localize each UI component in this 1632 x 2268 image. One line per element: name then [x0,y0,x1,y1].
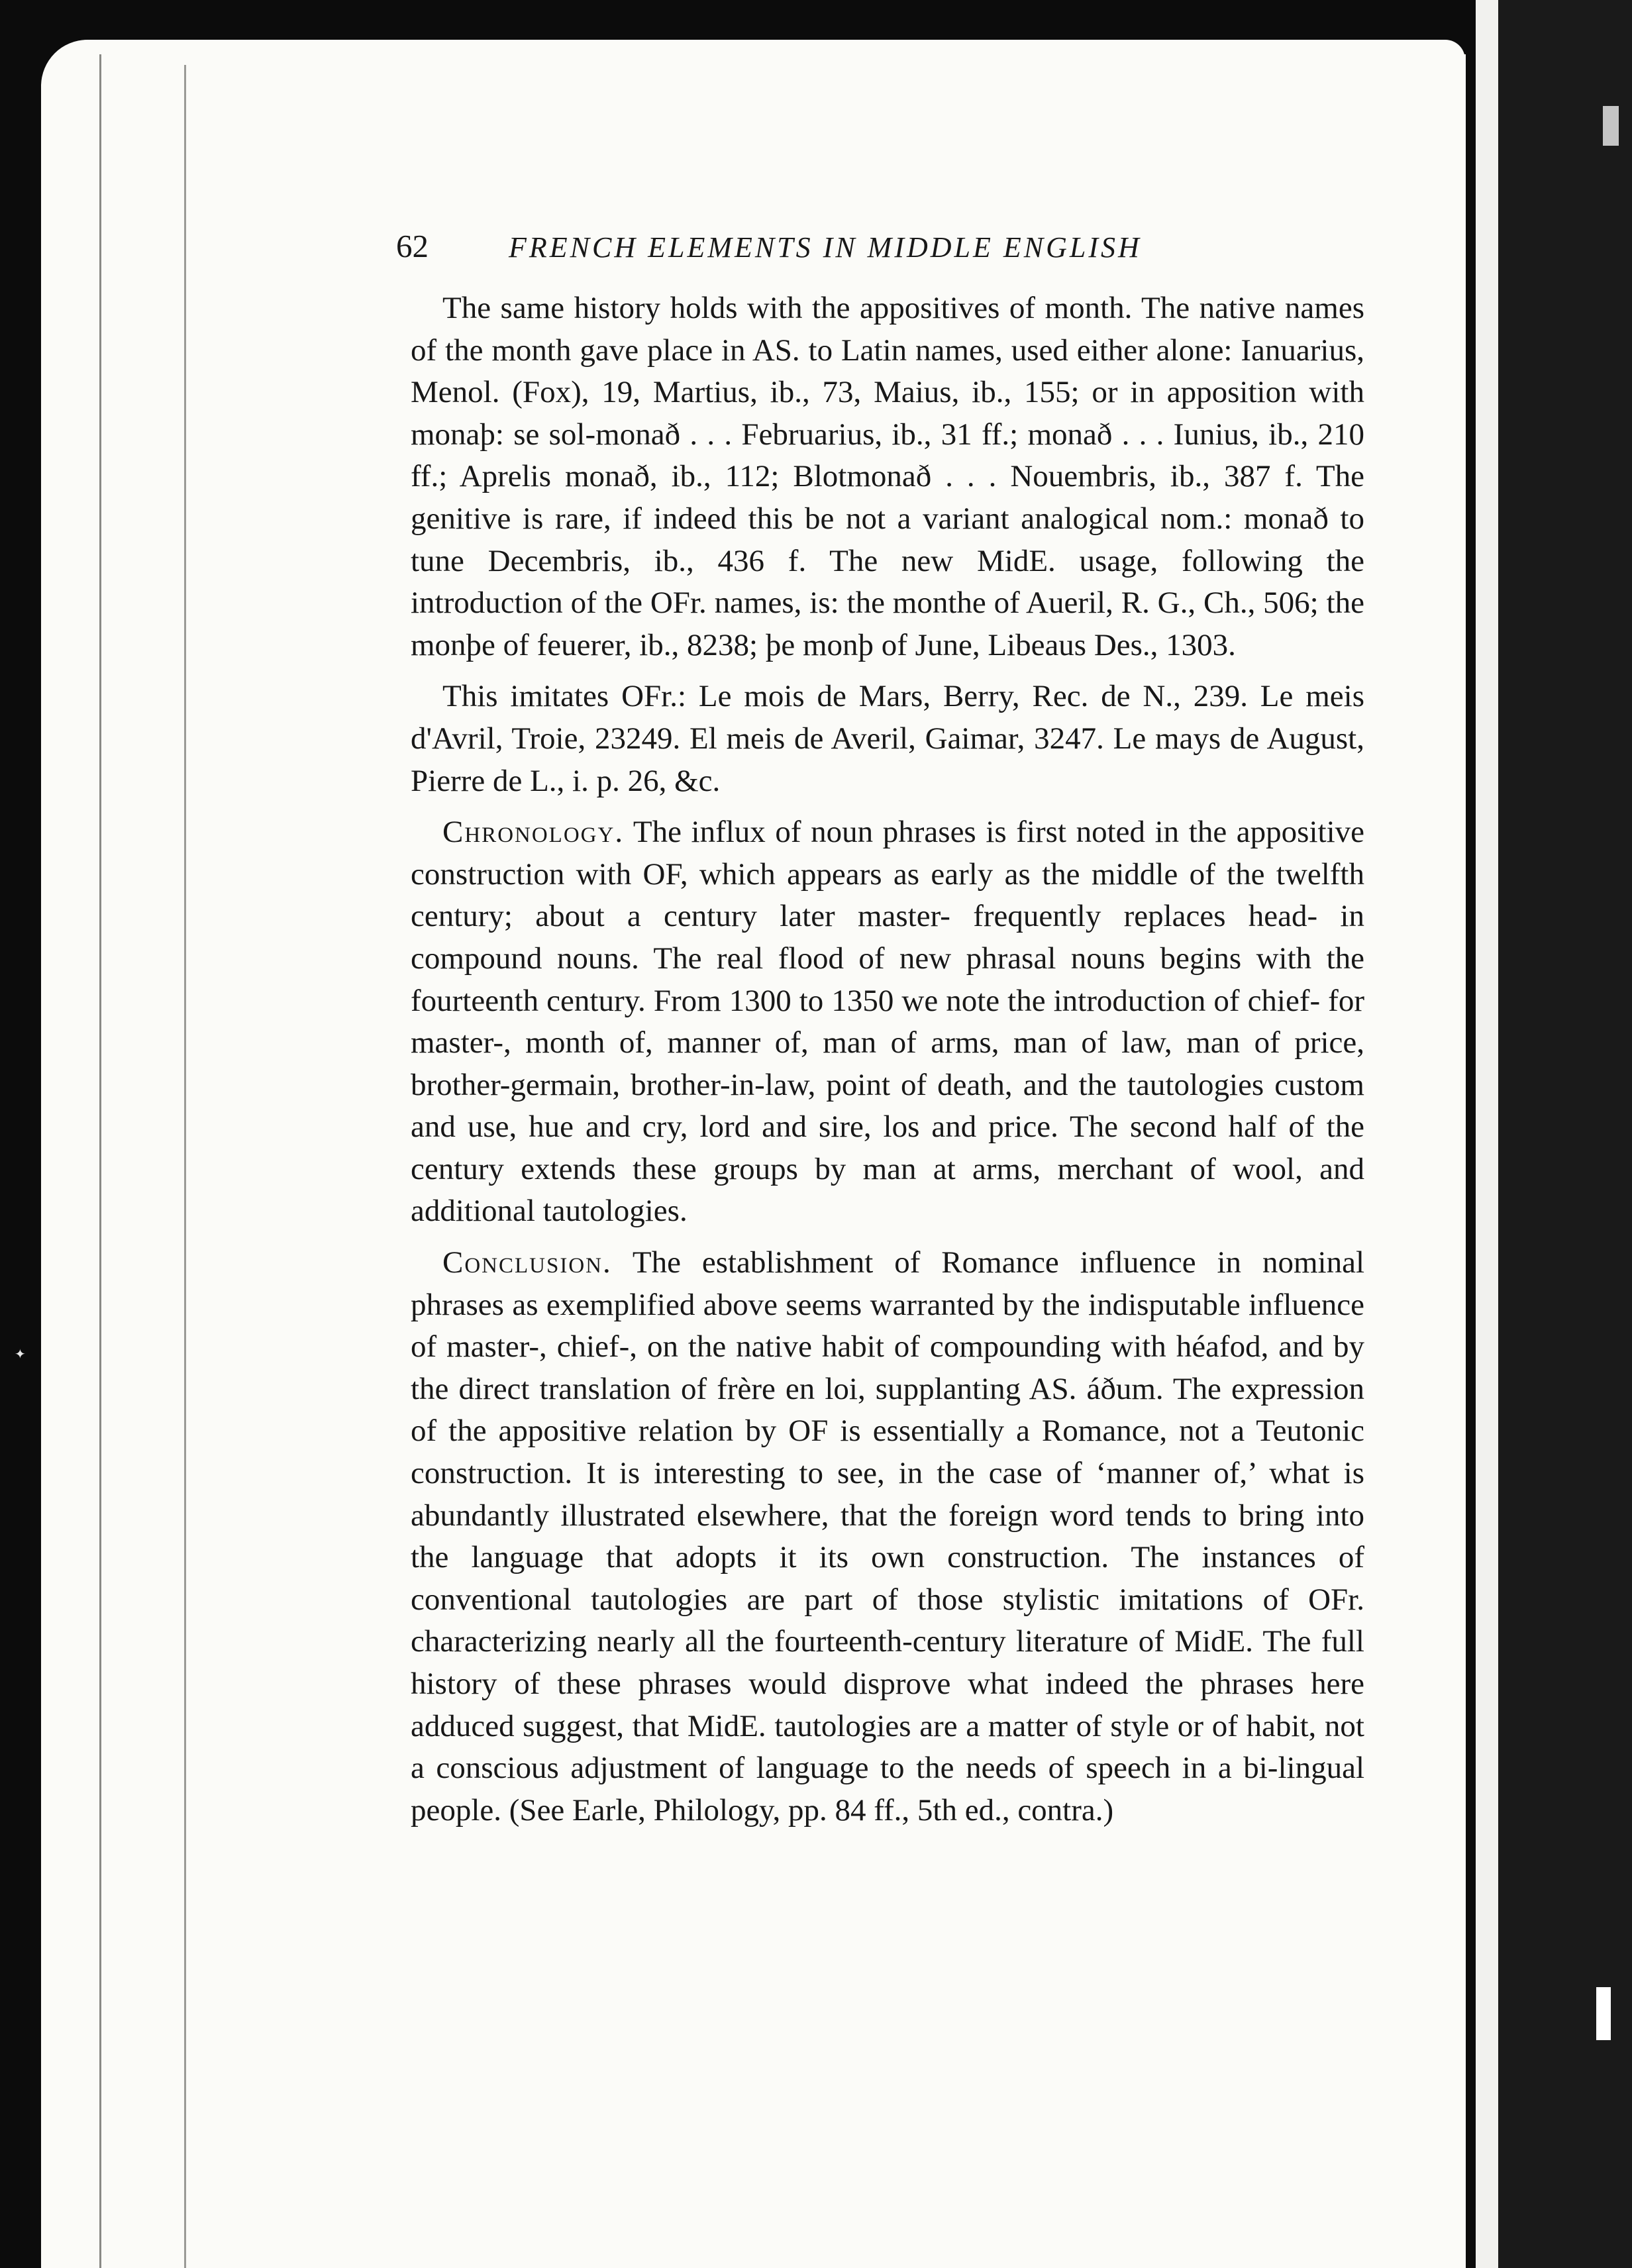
ofr-imitation-paragraph: This imitates OFr.: Le mois de Mars, Berry, Rec. de N., 239. Le meis d'Avril, Troie, 23249. El meis de Averil, Gaimar, 3247. Le mays de August, Pierre de L., i. p. 26, &c. [411,679,1364,798]
running-head: FRENCH ELEMENTS IN MIDDLE ENGLISH [509,231,1142,264]
page-number: 62 [396,228,429,264]
conclusion-label: Conclusion. [442,1245,612,1280]
left-margin-artifact-icon: ✦ [15,1346,26,1362]
conclusion-paragraph [411,1242,1364,1831]
scan-artifact-mark [1603,106,1619,146]
book-page [396,225,1364,1841]
chronology-label: Chronology. [442,815,625,850]
chronology-paragraph [411,811,1364,1233]
page-header [396,225,1364,272]
conclusion-text: The establishment of Romance influence in nominal phrases as exemplified above seems warranted by the indisputable influence of master-, chief-, on the native habit of compounding with héafod, and by the direct translation of frère en loi, supplanting AS. áðum. The expression of the appositive relation by OF is essentially a Romance, not a Teutonic construction. It is interesting to see, in the case of ‘manner of,’ what is abundantly illustrated elsewhere, that the foreign word tends to bring into the language that adopts it its own construction. The instances of conventional tautologies are part of those stylistic imitations of OFr. characterizing nearly all the fourteenth-century literature of MidE. The full history of these phrases would disprove what indeed the phrases here adduced suggest, that MidE. tautologies are a matter of style or of habit, not a conscious adjustment of language to the needs of speech in a bi-lingual people. (See Earle, Philology, pp. 84 ff., 5th ed., contra.) [411,1245,1364,1828]
month-appositives-paragraph: The same history holds with the appositives of month. The native names of the month gave place in AS. to Latin names, used either alone: Ianuarius, Menol. (Fox), 19, Martius, ib., 73, Maius, ib., 155; or in apposition with monaþ: se sol-monað . . . Februarius, ib., 31 ff.; monað . . . Iunius, ib., 210 ff.; Aprelis monað, ib., 112; Blotmonað . . . Nouembris, ib., 387 f. The genitive is rare, if indeed this be not a variant analogical nom.: monað to tune Decembris, ib., 436 f. The new MidE. usage, following the introduction of the OFr. names, is: the monthe of Aueril, R. G., Ch., 506; the monþe of feuerer, ib., 8238; þe monþ of June, Libeaus Des., 1303. [411,291,1364,662]
chronology-text: The influx of noun phrases is first noted in the appositive construction with OF, which appears as early as the middle of the twelfth century; about a century later master- frequently replaces head- in compound nouns. The real flood of new phrasal nouns begins with the fourteenth century. From 1300 to 1350 we note the introduction of chief- for master-, month of, manner of, man of arms, man of law, man of price, brother-germain, brother-in-law, point of death, and the tautologies custom and use, hue and cry, lord and sire, los and price. The second half of the century extends these groups by man at arms, merchant of wool, and additional tautologies. [411,815,1364,1229]
scan-artifact-spot [1596,1987,1611,2040]
dark-right-border [1498,0,1632,2268]
